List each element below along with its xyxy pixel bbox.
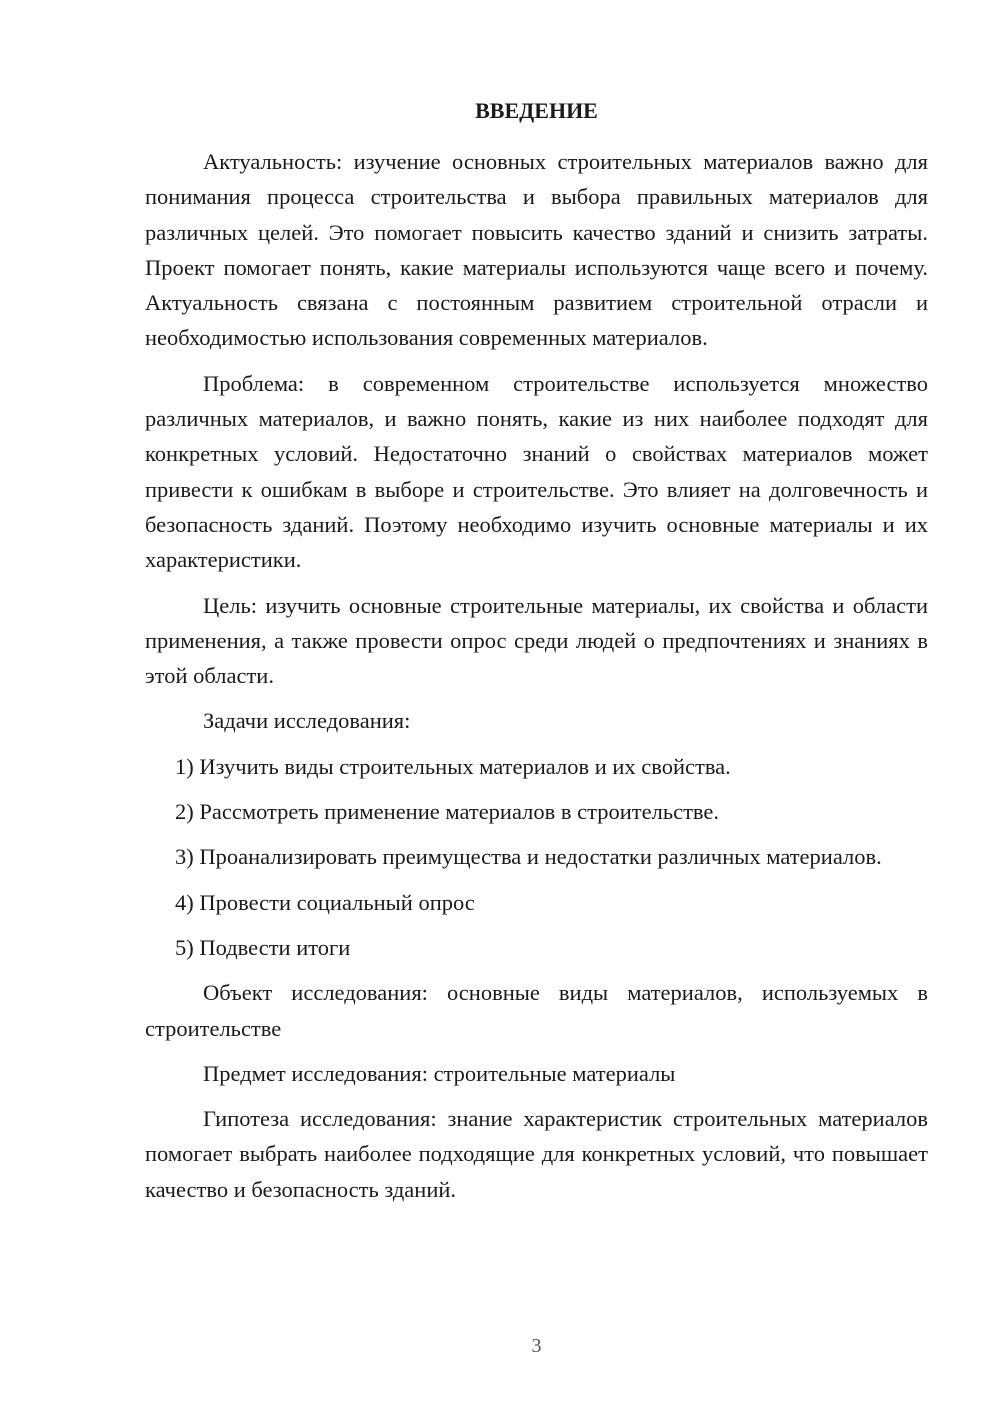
paragraph-subject: Предмет исследования: строительные материалы [203,1060,676,1086]
paragraph-problem: Проблема: в современном строительстве используется множество различных материалов, и важно понять, какие из них наиболее подходят для конкретных условий. Недостаточно знаний о свойствах материалов может привести к ошибкам в выборе и строительстве. Это влияет на долговечность и безопасность зданий. Поэтому необходимо изучить основные материалы и их характеристики. [145,370,928,573]
document-page [145,0,928,1414]
task-item-4: 4) Провести социальный опрос [175,889,475,915]
paragraph-tasks-heading: Задачи исследования: [203,708,411,734]
paragraph-relevance: Актуальность: изучение основных строительных материалов важно для понимания процесса строительства и выбора правильных материалов для различных целей. Это помогает повысить качество зданий и снизить затраты. Проект помогает понять, какие материалы используются чаще всего и почему. Актуальность связана с постоянным развитием строительной отрасли и необходимостью использования современных материалов. [145,149,928,351]
page-heading: ВВЕДЕНИЕ [475,98,598,123]
task-item-5: 5) Подвести итоги [175,934,351,960]
paragraph-object: Объект исследования: основные виды материалов, используемых в строительстве [145,980,928,1041]
page-number: 3 [531,1335,542,1357]
paragraph-goal: Цель: изучить основные строительные материалы, их свойства и области применения, а также провести опрос среди людей о предпочтениях и знаниях в этой области. [145,592,928,689]
document-body [145,144,928,1217]
task-item-3: 3) Проанализировать преимущества и недостатки различных материалов. [175,844,882,870]
paragraph-hypothesis: Гипотеза исследования: знание характеристик строительных материалов помогает выбрать наиболее подходящие для конкретных условий, что повышает качество и безопасность зданий. [145,1106,928,1202]
task-item-2: 2) Рассмотреть применение материалов в строительстве. [175,799,719,825]
task-item-1: 1) Изучить виды строительных материалов и их свойства. [175,753,731,779]
